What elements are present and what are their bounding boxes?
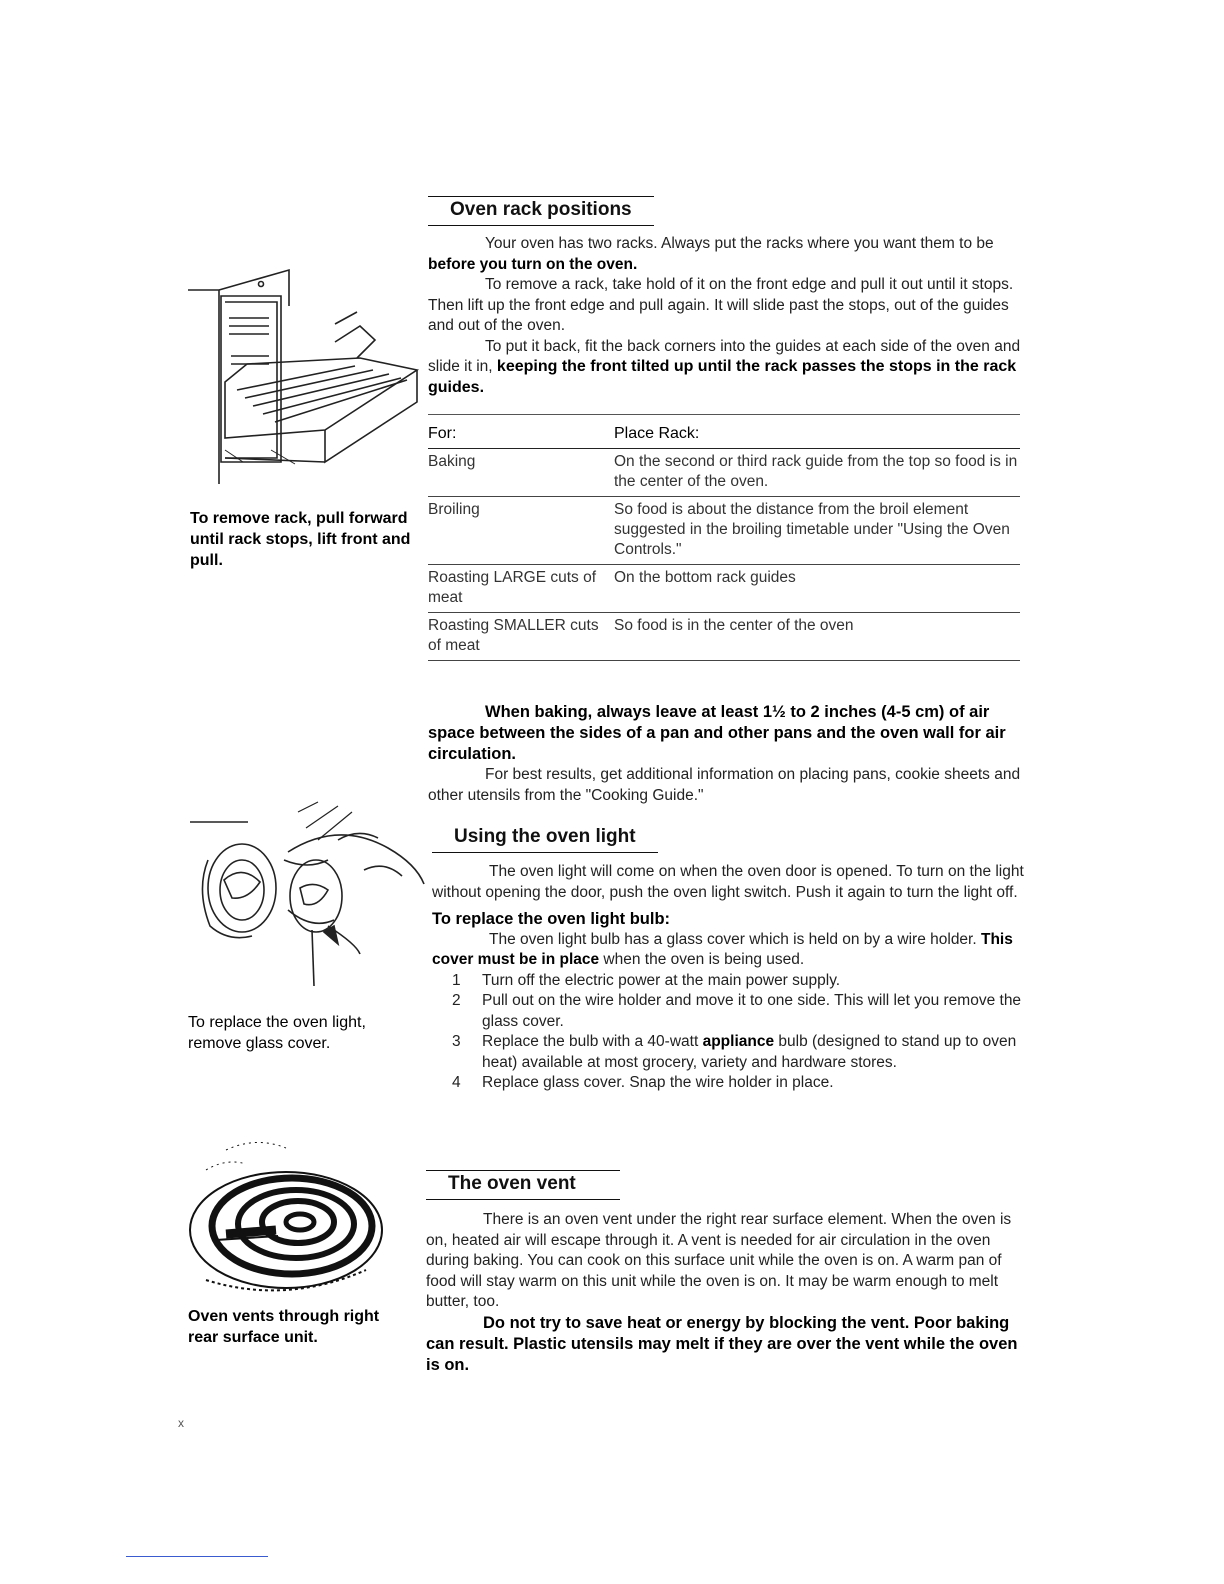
rack-paragraph-2: To remove a rack, take hold of it on the front edge and pull it out until it stops. Then lift up the front edge and pull again. It will slide past the stops, out of the guides and out of the oven. [428, 276, 1014, 334]
table-cell-place: So food is about the distance from the broil element suggested in the broiling timetable under "Using the Oven Controls." [614, 497, 1020, 565]
oven-vent-caption: Oven vents through right rear surface unit. [188, 1308, 380, 1346]
table-cell-place: So food is in the center of the oven [614, 613, 1020, 661]
table-cell-place: On the bottom rack guides [614, 565, 1020, 613]
table-cell-for: Roasting LARGE cuts of meat [428, 565, 614, 613]
replace-bulb-subheading: To replace the oven light bulb: [432, 910, 671, 928]
rack-intro-text [428, 234, 1022, 398]
table-cell-for: Roasting SMALLER cuts of meat [428, 613, 614, 661]
oven-vent-warning: Do not try to save heat or energy by blocking the vent. Poor baking can result. Plastic utensils may melt if they are over the vent while the oven is on. [426, 1313, 1018, 1374]
rack-paragraph-1: Your oven has two racks. Always put the racks where you want them to be before you turn on the oven. [428, 235, 994, 273]
table-row [428, 449, 1020, 497]
table-header-for: For: [428, 420, 614, 449]
list-item: 4 Replace glass cover. Snap the wire holder in place. [452, 1074, 834, 1091]
rack-paragraph-3: To put it back, fit the back corners into the guides at each side of the oven and slide it in, keeping the front tilted up until the rack passes the stops in the rack guides. [428, 337, 1021, 396]
section-heading-oven-light: Using the oven light [432, 824, 658, 853]
table-row [428, 497, 1020, 565]
rack-position-table-wrap [428, 420, 1020, 661]
oven-light-text [432, 862, 1026, 1094]
table-header-row [428, 420, 1020, 449]
oven-vent-paragraph: There is an oven vent under the right rear surface element. When the oven is on, heated air will escape through it. A vent is needed for air circulation in the oven during baking. You can cook on this surface unit while the oven is on. A warm pan of food will stay warm on this unit while the oven is on. It may be warm enough to melt butter, too. [426, 1211, 1012, 1310]
section-heading-oven-vent: The oven vent [426, 1170, 620, 1200]
list-item: 1 Turn off the electric power at the main power supply. [452, 971, 841, 989]
table-row [428, 565, 1020, 613]
oven-light-caption: To replace the oven light, remove glass cover. [188, 1014, 366, 1052]
list-item: 3 Replace the bulb with a 40-watt appliance bulb (designed to stand up to oven heat) available at most grocery, variety and hardware stores. [452, 1033, 1017, 1071]
table-row [428, 613, 1020, 661]
oven-vent-text [426, 1210, 1022, 1376]
oven-vent-illustration [186, 1130, 386, 1300]
baking-note-text: For best results, get additional information on placing pans, cookie sheets and other utensils from the "Cooking Guide." [428, 766, 1021, 804]
list-item: 2 Pull out on the wire holder and move it to one side. This will let you remove the glass cover. [452, 992, 1022, 1030]
replace-bulb-paragraph: The oven light bulb has a glass cover which is held on by a wire holder. This cover must be in place when the oven is being used. [432, 930, 1013, 968]
replace-bulb-steps [432, 971, 1026, 1094]
table-cell-place: On the second or third rack guide from the top so food is in the center of the oven. [614, 449, 1020, 497]
rack-table-rule [428, 414, 1020, 415]
oven-light-paragraph: The oven light will come on when the oven door is opened. To turn on the light without opening the door, push the oven light switch. Push it again to turn the light off. [432, 863, 1024, 901]
baking-note [428, 702, 1022, 806]
section-heading-rack-positions: Oven rack positions [428, 196, 654, 226]
footer-rule [126, 1556, 268, 1557]
rack-position-table [428, 420, 1020, 661]
oven-rack-illustration [185, 262, 420, 492]
page-mark: x [178, 1416, 184, 1430]
table-cell-for: Broiling [428, 497, 614, 565]
table-cell-for: Baking [428, 449, 614, 497]
oven-light-illustration [188, 800, 428, 990]
baking-note-bold: When baking, always leave at least 1½ to 2 inches (4-5 cm) of air space between the sides of a pan and other pans and the oven wall for air circulation. [428, 703, 1006, 763]
table-header-place: Place Rack: [614, 420, 1020, 449]
rack-caption: To remove rack, pull forward until rack stops, lift front and pull. [190, 510, 411, 569]
